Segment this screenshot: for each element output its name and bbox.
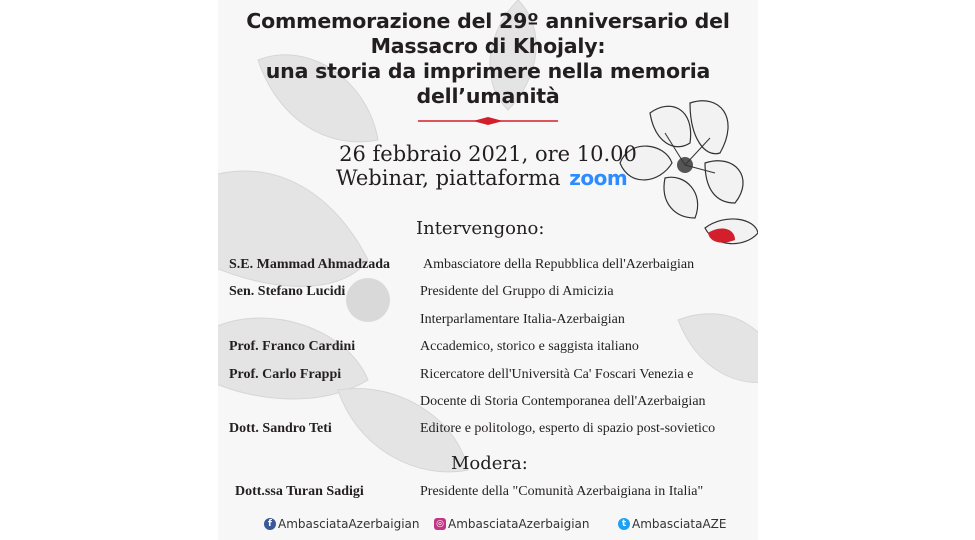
title-line-3: una storia da imprimere nella memoria xyxy=(265,59,711,83)
platform-label: Webinar, piattaforma xyxy=(336,166,561,190)
instagram-handle: AmbasciataAzerbaigian xyxy=(448,517,590,531)
speakers-heading: Intervengono: xyxy=(416,218,545,239)
speaker-name: Dott. Sandro Teti xyxy=(229,421,332,436)
footer-instagram-link[interactable] xyxy=(434,517,590,531)
speaker-name: Sen. Stefano Lucidi xyxy=(229,284,346,299)
ornament-divider xyxy=(418,116,558,126)
twitter-icon: t xyxy=(618,518,630,530)
event-date: 26 febbraio 2021, ore 10.00 xyxy=(339,142,637,166)
speaker-role: Presidente del Gruppo di Amicizia xyxy=(420,284,614,299)
moderator-heading: Modera: xyxy=(451,453,528,474)
moderator-name: Dott.ssa Turan Sadigi xyxy=(235,484,364,499)
speaker-role-continued: Interparlamentare Italia-Azerbaigian xyxy=(420,312,625,327)
speaker-name: Prof. Carlo Frappi xyxy=(229,367,342,382)
title-line-1: Commemorazione del 29º anniversario del xyxy=(246,9,730,33)
footer-facebook-link[interactable] xyxy=(264,517,420,531)
speaker-role: Ricercatore dell'Università Ca' Foscari Venezia e xyxy=(420,367,694,382)
instagram-icon: ◎ xyxy=(434,518,446,530)
event-poster xyxy=(218,0,758,540)
zoom-logo: zoom xyxy=(569,166,628,190)
footer-twitter-link[interactable] xyxy=(618,517,726,531)
flower-illustration-icon xyxy=(610,93,758,263)
speaker-role: Ambasciatore della Repubblica dell'Azerbaigian xyxy=(423,257,695,272)
speaker-name: Prof. Franco Cardini xyxy=(229,339,356,354)
twitter-handle: AmbasciataAZE xyxy=(632,517,727,531)
title-line-4: dell’umanità xyxy=(416,84,560,108)
facebook-handle: AmbasciataAzerbaigian xyxy=(278,517,420,531)
speaker-role: Accademico, storico e saggista italiano xyxy=(420,339,639,354)
event-platform xyxy=(336,166,627,190)
moderator-role: Presidente della "Comunità Azerbaigiana in Italia" xyxy=(420,484,704,499)
speaker-role: Editore e politologo, esperto di spazio post-sovietico xyxy=(420,421,716,436)
facebook-icon: f xyxy=(264,518,276,530)
title-line-2: Massacro di Khojaly: xyxy=(370,34,606,58)
speaker-name: S.E. Mammad Ahmadzada xyxy=(229,257,391,272)
speaker-role-continued: Docente di Storia Contemporanea dell'Azerbaigian xyxy=(420,394,706,409)
